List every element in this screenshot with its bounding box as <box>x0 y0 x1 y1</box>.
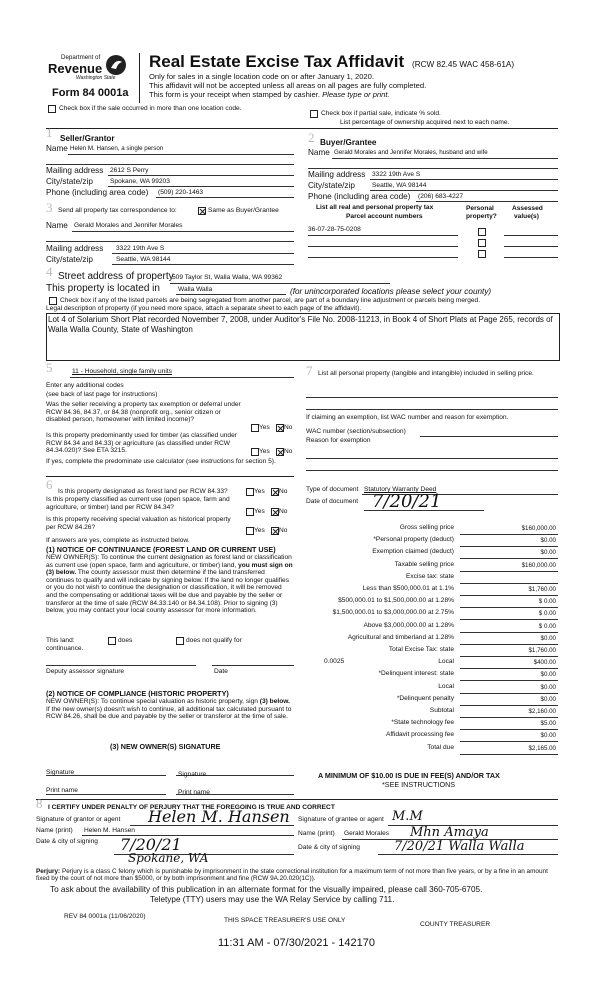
parcel-col3b: value(s) <box>514 213 539 220</box>
continuance: continuance. <box>46 645 84 652</box>
additional-codes: Enter any additional codes <box>46 382 124 389</box>
s6-q2-no: No <box>279 508 288 515</box>
seller-city[interactable]: Spokane, WA 99203 <box>110 178 170 185</box>
notice2-c: If the new owner(s) doesn't wish to continue, all additional tax calculated pursuant to RCW 84.26, shall be due and payable by the seller or transferor at the time of sale. <box>46 705 292 721</box>
tax-row-value[interactable]: $2,160.00 <box>528 708 556 715</box>
tax-row-line <box>460 583 558 584</box>
parcel-col2a: Personal <box>466 205 494 212</box>
s6-q3-no-checkbox[interactable] <box>271 527 279 535</box>
grantee-signature-2[interactable]: Mhn Amaya <box>410 825 489 840</box>
certify: I CERTIFY UNDER PENALTY OF PERJURY THAT THE FOREGOING IS TRUE AND CORRECT <box>48 804 335 811</box>
buyer-phone-label: Phone (including area code) <box>308 192 411 201</box>
s6-q3-yes-checkbox[interactable] <box>246 527 254 535</box>
alt-format: To ask about the availability of this publication in an alternate format for the visually impaired, please call 360-705-6705. <box>50 885 483 894</box>
buyer-name-label: Name <box>308 148 330 157</box>
use-code-line <box>70 377 294 378</box>
tax-row-value[interactable]: $0.00 <box>540 549 556 557</box>
section-8-number: 8 <box>36 796 43 811</box>
section-5-number: 5 <box>46 360 53 375</box>
if-yes: If answers are yes, complete as instructed below. <box>46 537 190 544</box>
buyer-phone[interactable]: (206) 683-4227 <box>418 193 464 200</box>
tax-row-label: Exemption claimed (deduct) <box>372 548 454 556</box>
parcel-1[interactable]: 36-07-28-75-0208 <box>308 226 361 233</box>
seller-phone[interactable]: (509) 220-1463 <box>158 189 204 196</box>
buyer-name-line2 <box>308 168 558 169</box>
located-value[interactable]: Walla Walla <box>178 286 213 293</box>
s5-q2-yes: Yes <box>259 448 270 455</box>
unincorporated-note: (for unincorporated locations please select your county) <box>290 287 492 296</box>
seller-mail[interactable]: 2612 S Perry <box>110 167 149 174</box>
tax-row-label: Total due <box>427 743 454 751</box>
grantor-print[interactable]: Helen M. Hansen <box>84 827 135 834</box>
tax-row-label: Gross selling price <box>399 524 454 531</box>
tax-row-line <box>460 705 558 706</box>
grantee-date[interactable]: 7/20/21 Walla Walla <box>394 839 525 854</box>
section8-rule <box>36 799 558 800</box>
located-line <box>176 294 286 295</box>
segregated-label: Check box if any of the listed parcels are being segregated from another parcel, are part of a boundary line adjustment or parcels being merged. <box>60 297 481 304</box>
grantee-sig-label: Signature of grantee or agent <box>298 816 384 823</box>
corr-name-line2 <box>46 241 294 242</box>
grantee-date-line <box>378 854 558 855</box>
notice2-a: NEW OWNER(S): To continue special valuation as historic property, sign <box>46 698 258 705</box>
does-checkbox[interactable] <box>108 637 116 645</box>
tax-row-value[interactable]: $400.00 <box>533 659 556 667</box>
see-back: (see back of last page for instructions) <box>46 391 158 398</box>
tax-row-value[interactable]: $ 0.00 <box>538 598 556 606</box>
county-treasurer: COUNTY TREASURER <box>420 921 491 928</box>
s7-line-1 <box>306 397 558 398</box>
grantee-signature[interactable]: M.M <box>392 809 423 824</box>
tax-row-label: Taxable selling price <box>394 560 454 568</box>
tax-row-value[interactable]: $5.00 <box>540 720 556 728</box>
tax-row-line <box>460 668 558 669</box>
correspondence-label: Send all property tax correspondence to: <box>58 207 177 214</box>
personal-prop-checkbox-1[interactable] <box>478 228 486 236</box>
partial-sale-label: Check box if partial sale, indicate % sold. <box>321 110 441 117</box>
seller-mail-label: Mailing address <box>46 166 104 175</box>
perjury-body: Perjury is a class C felony which is punishable by imprisonment in the state correctional institution for a maximum term of not more than five years, or by a fine in an amount fixed by the court of not more than $5000, or by both imprisonment and fine (RCW 9A.20.020(1C)). <box>36 868 548 883</box>
print-label-2: Print name <box>178 789 210 796</box>
s5-q1-no: No <box>284 424 293 431</box>
s5-q1-yes: Yes <box>259 424 270 431</box>
legal-label: Legal description of property (if you need more space, attach a separate sheet to each page of the affidavit). <box>46 305 362 312</box>
multi-location-label: Check box if the sale occurred in more than one location code. <box>59 105 242 112</box>
reason-line-2 <box>306 470 558 471</box>
tax-row-label: *State technology fee <box>391 719 454 727</box>
tax-table <box>300 524 558 762</box>
buyer-mail-line <box>370 179 558 180</box>
wac-label: WAC number (section/subsection) <box>306 428 406 435</box>
wac-line <box>420 436 558 437</box>
grantee-print[interactable]: Gerald Morales <box>344 830 390 837</box>
grantor-city[interactable]: Spokane, WA <box>128 851 209 865</box>
tax-row-label: Subtotal <box>429 707 454 714</box>
tax-row-label: Above $3,000,000.00 at 1.28% <box>363 621 454 629</box>
corr-mail[interactable]: 3322 19th Ave S <box>116 245 165 252</box>
wa-logo-icon <box>104 53 128 77</box>
tax-row-value[interactable]: $0.00 <box>540 671 556 679</box>
buyer-name[interactable]: Gerald Morales and Jennifer Morales, husband and wife <box>334 149 488 156</box>
seller-city-label: City/state/zip <box>46 177 93 186</box>
buyer-phone-line <box>416 201 558 202</box>
s5-q2-no-checkbox[interactable] <box>276 448 284 456</box>
s7-line-2 <box>306 409 558 410</box>
s6-q1-yes-checkbox[interactable] <box>246 488 254 496</box>
s5-q1-yes-checkbox[interactable] <box>251 424 259 432</box>
personal-prop-checkbox-2[interactable] <box>478 239 486 247</box>
notice1-text <box>46 554 294 615</box>
sub-line2: This affidavit will not be accepted unless all areas on all pages are fully completed. <box>149 81 427 90</box>
seller-name[interactable]: Helen M. Hansen, a single person <box>70 145 164 152</box>
minimum-line2: *SEE INSTRUCTIONS <box>382 780 456 789</box>
grantee-date-label: Date & city of signing <box>298 844 360 851</box>
s6-q2: Is this property classified as current use (open space, farm and agriculture, or timber) land per RCW 84.34? <box>46 496 230 511</box>
seller-phone-label: Phone (including area code) <box>46 188 149 197</box>
tax-row-value[interactable]: $ 0.00 <box>538 622 556 630</box>
deputy-label: Deputy assessor signature <box>46 668 125 675</box>
tax-row-label: *Personal property (deduct) <box>373 536 454 544</box>
parcel-col3a: Assessed <box>512 205 543 212</box>
section-1-number: 1 <box>46 125 53 140</box>
tax-row-label: Agricultural and timberland at 1.28% <box>347 633 454 641</box>
header-rule <box>46 128 558 129</box>
buyer-city-label: City/state/zip <box>308 181 355 190</box>
seller-name-line <box>68 154 294 155</box>
tax-row-value[interactable]: $0.00 <box>540 537 556 545</box>
tax-row-line <box>460 693 558 694</box>
personal-prop-checkbox-3[interactable] <box>478 250 486 258</box>
doc-date-line <box>364 510 484 511</box>
sub-line3 <box>149 91 390 99</box>
tax-row-value[interactable]: $160,000.00 <box>521 525 556 532</box>
tax-row-value[interactable]: $0.00 <box>540 634 556 642</box>
seller-city-line <box>108 186 294 187</box>
doc-type[interactable]: Statutory Warranty Deed <box>364 486 437 493</box>
tax-row-line <box>460 632 558 633</box>
does-not-checkbox[interactable] <box>176 637 184 645</box>
seller-heading: Seller/Grantor <box>60 134 115 143</box>
seller-name-line2 <box>46 164 294 165</box>
parcel-col2b: property? <box>466 213 497 220</box>
deputy-date-line <box>212 665 294 666</box>
tax-row-line <box>460 546 558 547</box>
same-as-buyer-checkbox[interactable] <box>198 207 206 215</box>
tax-row-value[interactable]: $1,760.00 <box>528 647 556 654</box>
assessed-line-3 <box>504 257 558 258</box>
section-7-number: 7 <box>306 363 313 378</box>
corr-city-line <box>112 264 294 265</box>
tax-row-label: Local <box>438 682 454 690</box>
grantee-print-label: Name (print) <box>298 830 335 837</box>
minimum-line1: A MINIMUM OF $10.00 IS DUE IN FEE(S) AND/OR TAX <box>318 771 500 780</box>
notice2-title: (2) NOTICE OF COMPLIANCE (HISTORIC PROPERTY) <box>46 689 229 698</box>
parcel-line-3 <box>308 257 458 258</box>
use-code[interactable]: 11 - Household, single family units <box>72 368 172 375</box>
tax-row-value[interactable]: $ 0.00 <box>538 610 556 618</box>
tty: Teletype (TTY) users may use the WA Relay Service by calling 711. <box>150 895 395 904</box>
corr-city[interactable]: Seattle, WA 98144 <box>116 256 171 263</box>
tax-row-line <box>460 729 558 730</box>
corr-name-line <box>72 231 294 232</box>
buyer-name-line <box>332 158 558 159</box>
grantor-print-line <box>82 835 294 836</box>
grantor-sig-label: Signature of grantor or agent <box>36 816 121 823</box>
sig-label-1: Signature <box>46 769 75 776</box>
header-divider <box>139 53 140 103</box>
tax-row-line <box>460 754 558 755</box>
tax-row-label: *Delinquent penalty <box>396 694 454 702</box>
tax-row-line <box>460 558 558 559</box>
tax-row-line <box>460 619 558 620</box>
multi-location-checkbox[interactable] <box>48 105 56 113</box>
s5-q2-no: No <box>284 448 293 455</box>
notice2-text <box>46 698 294 721</box>
tax-row-value[interactable]: $0.00 <box>540 683 556 691</box>
tax-row-value[interactable]: $1,760.00 <box>528 586 556 593</box>
section5-rule <box>46 476 294 477</box>
notice1-b: you must sign on (3) below. <box>46 561 293 577</box>
tax-row-value[interactable]: $0.00 <box>540 732 556 740</box>
sub-line3-b: Please type or print. <box>322 90 390 99</box>
tax-row-line <box>460 644 558 645</box>
tax-row-value[interactable]: $2,165.00 <box>528 744 556 752</box>
s6-q2-yes-checkbox[interactable] <box>246 508 254 516</box>
perjury-text <box>36 868 558 883</box>
doc-date-label: Date of document <box>306 498 359 505</box>
parcel-line-2 <box>308 246 458 247</box>
s6-q2-no-checkbox[interactable] <box>271 508 279 516</box>
tax-row-label: Total Excise Tax: state <box>388 646 454 653</box>
grantor-date-label: Date & city of signing <box>36 838 98 845</box>
dor-logo <box>46 55 132 91</box>
corr-city-label: City/state/zip <box>46 255 93 264</box>
personal-prop-list: List all personal property (tangible and intangible) included in selling price. <box>318 370 534 377</box>
tax-row-label: Affidavit processing fee <box>385 731 454 739</box>
seller-phone-line <box>156 197 294 198</box>
grantor-sig-line <box>130 825 294 826</box>
dept-line2: Revenue <box>48 61 103 76</box>
tax-row-line <box>460 595 558 596</box>
s5-q2b: If yes, complete the predominate use calculator (see instructions for section 5). <box>46 458 276 465</box>
section-2-number: 2 <box>308 130 315 145</box>
partial-sale-checkbox[interactable] <box>310 110 318 118</box>
buyer-mail[interactable]: 3322 19th Ave S <box>372 171 421 178</box>
tax-row-line <box>460 717 558 718</box>
does-label: does <box>118 637 133 644</box>
tax-row-label: $500,000.01 to $1,500,000.00 at 1.28% <box>338 597 454 605</box>
s6-q3: Is this property receiving special valuation as historical property per RCW 84.26? <box>46 516 231 531</box>
buyer-mail-label: Mailing address <box>308 170 366 179</box>
section-4-number: 4 <box>46 264 53 279</box>
sub-line3-a: This form is your receipt when stamped by cashier. <box>149 90 320 99</box>
recording-stamp: 11:31 AM - 07/30/2021 - 142170 <box>218 937 375 949</box>
rev-number: REV 84 0001a (11/06/2020) <box>64 913 146 920</box>
perjury-title: Perjury: <box>36 868 61 875</box>
tax-row-label: Excise tax: state <box>405 572 454 580</box>
tax-row-line <box>460 741 558 742</box>
corr-name-label: Name <box>46 221 68 230</box>
located-label: This property is located in <box>46 283 160 294</box>
deputy-date-label: Date <box>214 668 228 675</box>
s6-q1-no-checkbox[interactable] <box>271 488 279 496</box>
title-ref: (RCW 82.45 WAC 458-61A) <box>412 60 515 69</box>
notice2-b: (3) below. <box>259 698 290 705</box>
s5-q2-yes-checkbox[interactable] <box>251 448 259 456</box>
s6-q1-yes: Yes <box>254 488 265 495</box>
same-as-buyer-label: Same as Buyer/Grantee <box>208 207 279 214</box>
notice1-title: (1) NOTICE OF CONTINUANCE (FOREST LAND OR CURRENT USE) <box>46 545 276 554</box>
notice1-a: NEW OWNER(S): To continue the current designation as forest land or classification as current use (open space, farm and agriculture, or timber) land, <box>46 554 292 569</box>
s6-q1-no: No <box>279 488 288 495</box>
reason-label: Reason for exemption <box>306 437 371 444</box>
reason-line-1 <box>306 458 558 459</box>
tax-row-line <box>460 534 558 535</box>
exemption-label: If claiming an exemption, list WAC number and reason for exemption. <box>306 414 509 421</box>
s6-q1: Is this property designated as forest land per RCW 84.33? <box>58 488 228 495</box>
doc-type-label: Type of document <box>306 486 359 493</box>
new-owner-sig: (3) NEW OWNER(S) SIGNATURE <box>110 742 221 751</box>
deputy-line <box>46 665 196 666</box>
tax-row-line <box>460 607 558 608</box>
grantor-date[interactable]: 7/20/21 <box>120 835 182 854</box>
s5-q2: Is this property predominantly used for timber (as classified under RCW 84.34 and 84.33) or agriculture (as classified under RCW 84.34.020)? See ETA 3215. <box>46 432 237 455</box>
assessed-line-1 <box>504 235 558 236</box>
doc-date[interactable]: 7/20/21 <box>372 491 442 512</box>
grantor-signature[interactable]: Helen M. Hansen <box>148 807 290 826</box>
s6-q3-yes: Yes <box>254 527 265 534</box>
treasurer-use: THIS SPACE TREASURER'S USE ONLY <box>224 917 346 924</box>
section-6-number: 6 <box>46 477 53 492</box>
print-label-1: Print name <box>46 787 78 794</box>
tax-local-rate: 0.0025 <box>324 658 345 666</box>
tax-row-value[interactable]: $0.00 <box>540 695 556 703</box>
sub-line1: Only for sales in a single location code on or after January 1, 2020. <box>149 72 374 81</box>
notice1-c: The county assessor must then determine if the land transferred continues to qualify and will indicate by signing below. If the land no longer qualifies or you do not wish to continue the designation or classification, it will be removed and the compensating or additional taxes will be due and payable by the seller or transferor at the time of sale (RCW 84.33.140 or 84.34.108). Prior to signing (3) below, you may contact your local county assessor for more information. <box>46 569 290 615</box>
legal-description-box[interactable] <box>46 313 560 361</box>
street-line <box>170 283 390 284</box>
sig-label-2: Signature <box>178 771 207 778</box>
corr-mail-label: Mailing address <box>46 244 104 253</box>
page-title: Real Estate Excise Tax Affidavit <box>149 52 405 71</box>
legal-description: Lot 4 of Solarium Short Plat recorded November 7, 2008, under Auditor's File No. 2008-11213, in Book 4 of Short Plats at Page 265, records of Walla Walla County, State of Washington <box>48 315 553 334</box>
buyer-city[interactable]: Seattle, WA 98144 <box>372 182 427 189</box>
tax-row-label: Local <box>438 658 454 666</box>
form-number: Form 84 0001a <box>52 87 129 99</box>
tax-row-line <box>460 680 558 681</box>
tax-row-line <box>460 656 558 657</box>
tax-row-line <box>460 571 558 572</box>
seller-mail-line <box>108 175 294 176</box>
tax-row-label: *Delinquent interest: state <box>378 670 454 678</box>
corr-name[interactable]: Gerald Morales and Jennifer Morales <box>74 222 183 229</box>
assessed-line-2 <box>504 246 558 247</box>
dept-line1: Department of <box>61 54 101 61</box>
grantor-print-label: Name (print) <box>36 827 73 834</box>
does-not-label: does not qualify for <box>186 637 242 644</box>
partial-sale-list: List percentage of ownership acquired next to each name. <box>340 119 510 126</box>
s5-q1: Was the seller receiving a property tax exemption or deferral under RCW 84.36, 84.37, or 84.38 (nonprofit org., senior citizen or disabled person, homeowner with limited income)? <box>46 401 241 424</box>
dept-line3: Washington State <box>76 75 116 81</box>
tax-row-label: Less than $500,000.01 at 1.1% <box>362 585 454 592</box>
tax-row-value[interactable]: $160,000.00 <box>521 561 556 569</box>
parcel-col1b: Parcel account numbers <box>346 213 423 220</box>
street-label: Street address of property <box>58 271 174 282</box>
buyer-city-line <box>370 190 558 191</box>
s6-q2-yes: Yes <box>254 508 265 515</box>
parcel-col1: List all real and personal property tax <box>316 204 434 211</box>
segregated-checkbox[interactable] <box>49 297 57 305</box>
section-3-number: 3 <box>46 200 53 215</box>
s6-q3-no: No <box>279 527 288 534</box>
parcel-line-1 <box>308 235 458 236</box>
corr-mail-line <box>112 253 294 254</box>
street-address[interactable]: 509 Taylor St, Walla Walla, WA 99362 <box>172 274 283 281</box>
tax-row-label: $1,500,000.01 to $3,000,000.00 at 2.75% <box>332 609 454 617</box>
seller-name-label: Name <box>46 144 68 153</box>
buyer-heading: Buyer/Grantee <box>320 138 377 147</box>
s5-q1-no-checkbox[interactable] <box>276 424 284 432</box>
this-land: This land: <box>46 637 75 644</box>
